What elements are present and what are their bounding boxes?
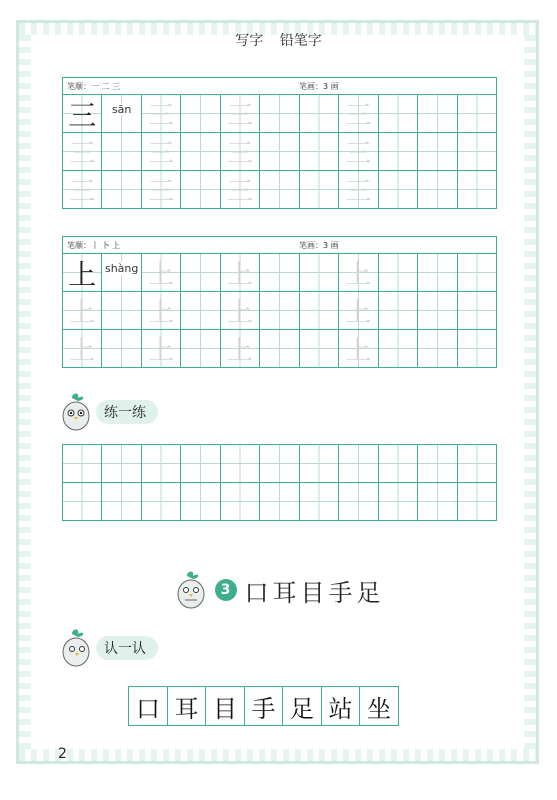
trace-character: 上 xyxy=(69,336,96,366)
grid-cell[interactable] xyxy=(379,133,418,171)
grid-cell[interactable] xyxy=(221,171,260,209)
grid-cell[interactable] xyxy=(221,330,260,368)
grid-cell[interactable] xyxy=(181,445,220,483)
grid-cell[interactable] xyxy=(300,292,339,330)
grid-cell[interactable] xyxy=(221,292,260,330)
trace-character: 上 xyxy=(345,260,372,290)
grid-cell[interactable] xyxy=(339,445,378,483)
grid-cell[interactable] xyxy=(63,483,102,521)
block-header xyxy=(62,236,497,253)
grid-cell[interactable] xyxy=(458,133,497,171)
practice-grid xyxy=(62,444,497,521)
grid-cell[interactable] xyxy=(63,330,102,368)
grid-cell[interactable] xyxy=(221,133,260,171)
trace-character: 上 xyxy=(148,336,175,366)
trace-character: 上 xyxy=(69,298,96,328)
practice-block xyxy=(62,444,497,521)
grid-cell[interactable] xyxy=(458,292,497,330)
grid-cell[interactable] xyxy=(300,445,339,483)
recognize-char: 站 xyxy=(321,686,361,726)
grid-cell[interactable] xyxy=(379,445,418,483)
grid-cell[interactable] xyxy=(142,483,181,521)
grid-cell[interactable] xyxy=(142,330,181,368)
trace-character: 上 xyxy=(227,298,254,328)
grid-cell[interactable] xyxy=(142,133,181,171)
grid-cell[interactable] xyxy=(181,330,220,368)
grid-cell[interactable] xyxy=(181,292,220,330)
grid-cell[interactable] xyxy=(379,292,418,330)
grid-cell[interactable] xyxy=(260,254,299,292)
grid-cell[interactable] xyxy=(458,483,497,521)
grid-cell[interactable] xyxy=(142,171,181,209)
trace-character: 三 xyxy=(148,101,175,131)
grid-cell[interactable] xyxy=(300,483,339,521)
grid-cell[interactable] xyxy=(379,254,418,292)
grid-cell[interactable] xyxy=(260,483,299,521)
recognize-label: 认一认 xyxy=(96,636,158,660)
trace-character: 三 xyxy=(69,177,96,207)
grid-cell[interactable] xyxy=(181,133,220,171)
grid-cell[interactable] xyxy=(102,171,141,209)
trace-character: 三 xyxy=(345,101,372,131)
grid-cell[interactable] xyxy=(63,254,102,292)
bird-mascot-icon xyxy=(173,570,209,610)
trace-character: 上 xyxy=(227,336,254,366)
grid-cell[interactable] xyxy=(418,254,457,292)
grid-cell[interactable] xyxy=(221,445,260,483)
grid-cell[interactable] xyxy=(418,292,457,330)
grid-cell[interactable] xyxy=(142,445,181,483)
grid-cell[interactable] xyxy=(63,133,102,171)
recognize-char: 目 xyxy=(205,686,245,726)
trace-character: 上 xyxy=(148,260,175,290)
bird-mascot-icon xyxy=(58,628,94,668)
stroke-order-label: 笔顺：一 二 三 xyxy=(67,82,121,91)
grid-cell[interactable] xyxy=(260,133,299,171)
grid-cell[interactable] xyxy=(300,330,339,368)
grid-cell[interactable] xyxy=(102,133,141,171)
writing-block-shang xyxy=(62,236,497,368)
writing-block-san xyxy=(62,77,497,209)
grid-cell[interactable] xyxy=(458,330,497,368)
grid-cell[interactable] xyxy=(260,292,299,330)
lesson-title: 口耳目手足 xyxy=(244,578,385,607)
trace-character: 三 xyxy=(345,177,372,207)
grid-cell[interactable] xyxy=(181,171,220,209)
grid-cell[interactable] xyxy=(181,254,220,292)
stroke-count-label: 笔画：3 画 xyxy=(299,82,339,91)
pinyin-label: sān xyxy=(102,103,140,116)
grid-cell[interactable] xyxy=(102,483,141,521)
grid-cell[interactable] xyxy=(221,95,260,133)
recognize-char: 耳 xyxy=(167,686,207,726)
grid-cell[interactable] xyxy=(181,483,220,521)
grid-cell[interactable] xyxy=(418,445,457,483)
grid-cell[interactable] xyxy=(418,171,457,209)
grid-cell[interactable] xyxy=(458,254,497,292)
grid-cell[interactable] xyxy=(458,445,497,483)
writing-grid xyxy=(62,94,497,209)
model-character: 上 xyxy=(68,257,97,291)
stroke-order-label: 笔顺：丨 卜 上 xyxy=(67,241,121,250)
recognize-heading xyxy=(58,628,158,668)
recognize-characters xyxy=(128,686,398,726)
grid-cell[interactable] xyxy=(260,330,299,368)
recognize-char: 坐 xyxy=(359,686,399,726)
grid-cell[interactable] xyxy=(339,133,378,171)
grid-cell[interactable] xyxy=(339,95,378,133)
grid-cell[interactable] xyxy=(379,330,418,368)
pinyin-label: shàng xyxy=(102,262,140,275)
grid-cell[interactable] xyxy=(102,330,141,368)
recognize-char: 足 xyxy=(282,686,322,726)
grid-cell[interactable] xyxy=(379,171,418,209)
trace-character: 上 xyxy=(148,298,175,328)
trace-character: 上 xyxy=(345,298,372,328)
grid-cell[interactable] xyxy=(102,254,141,292)
lesson-number-badge: 3 xyxy=(215,579,237,601)
grid-cell[interactable] xyxy=(221,483,260,521)
grid-cell[interactable] xyxy=(260,95,299,133)
header-left: 写字 xyxy=(235,33,264,49)
grid-cell[interactable] xyxy=(102,445,141,483)
grid-cell[interactable] xyxy=(63,95,102,133)
grid-cell[interactable] xyxy=(102,292,141,330)
trace-character: 三 xyxy=(148,177,175,207)
grid-cell[interactable] xyxy=(379,483,418,521)
grid-cell[interactable] xyxy=(63,292,102,330)
grid-cell[interactable] xyxy=(63,445,102,483)
grid-cell[interactable] xyxy=(339,330,378,368)
model-character: 三 xyxy=(68,98,97,132)
grid-cell[interactable] xyxy=(418,95,457,133)
trace-character: 上 xyxy=(227,260,254,290)
grid-cell[interactable] xyxy=(339,483,378,521)
grid-cell[interactable] xyxy=(379,95,418,133)
trace-character: 三 xyxy=(345,139,372,169)
grid-cell[interactable] xyxy=(458,171,497,209)
recognize-char: 手 xyxy=(244,686,284,726)
trace-character: 三 xyxy=(227,139,254,169)
grid-cell[interactable] xyxy=(339,254,378,292)
trace-character: 三 xyxy=(69,139,96,169)
trace-character: 上 xyxy=(345,336,372,366)
grid-cell[interactable] xyxy=(142,292,181,330)
grid-cell[interactable] xyxy=(300,254,339,292)
grid-cell[interactable] xyxy=(458,95,497,133)
grid-cell[interactable] xyxy=(300,133,339,171)
grid-cell[interactable] xyxy=(418,330,457,368)
grid-cell[interactable] xyxy=(63,171,102,209)
grid-cell[interactable] xyxy=(142,95,181,133)
grid-cell[interactable] xyxy=(260,445,299,483)
grid-cell[interactable] xyxy=(339,171,378,209)
recognize-char: 口 xyxy=(128,686,168,726)
trace-character: 三 xyxy=(148,139,175,169)
trace-character: 三 xyxy=(227,177,254,207)
writing-grid xyxy=(62,253,497,368)
grid-cell[interactable] xyxy=(300,171,339,209)
grid-cell[interactable] xyxy=(142,254,181,292)
grid-cell[interactable] xyxy=(339,292,378,330)
grid-cell[interactable] xyxy=(102,95,141,133)
grid-cell[interactable] xyxy=(418,133,457,171)
grid-cell[interactable] xyxy=(418,483,457,521)
practice-heading xyxy=(58,392,158,432)
block-header xyxy=(62,77,497,94)
grid-cell[interactable] xyxy=(260,171,299,209)
grid-cell[interactable] xyxy=(181,95,220,133)
page-number: 2 xyxy=(58,746,67,762)
grid-cell[interactable] xyxy=(221,254,260,292)
stroke-count-label: 笔画：3 画 xyxy=(299,241,339,250)
page-header xyxy=(0,30,557,50)
practice-label: 练一练 xyxy=(96,400,158,424)
lesson-heading xyxy=(0,570,557,610)
bird-mascot-icon xyxy=(58,392,94,432)
grid-cell[interactable] xyxy=(300,95,339,133)
trace-character: 三 xyxy=(227,101,254,131)
header-right: 铅笔字 xyxy=(279,33,322,49)
